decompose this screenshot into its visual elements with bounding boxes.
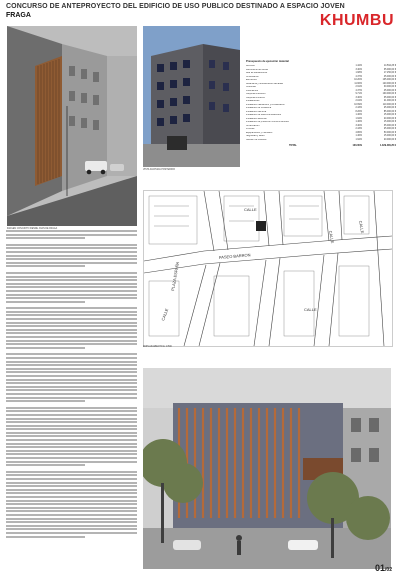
budget-row-pct: 3.40% <box>355 68 362 71</box>
body-text-column <box>6 230 137 565</box>
text-line <box>6 340 137 342</box>
text-line <box>6 276 137 278</box>
text-line <box>6 314 137 316</box>
page-title: CONCURSO DE ANTEPROYECTO DEL EDIFICIO DE USO PUBLICO DESTINADO A ESPACIO JOVEN <box>6 3 345 10</box>
budget-row-name: Instalaciones <box>246 100 260 102</box>
budget-row-value: 25.000,00 € <box>383 128 396 130</box>
text-line <box>6 500 137 502</box>
street-label-2: CALLE <box>328 230 336 244</box>
budget-table <box>246 60 396 147</box>
facade-photo-drawing <box>143 26 240 167</box>
facade-photo-caption: VISTA FACHADA POSTERIOR <box>143 169 175 171</box>
text-line <box>6 485 137 487</box>
text-line <box>6 521 137 523</box>
street-label-3: CALLE <box>358 220 366 234</box>
text-line <box>6 428 137 430</box>
building-render-drawing <box>143 368 391 569</box>
budget-row-name: Equipamiento y mobiliario <box>246 131 273 134</box>
text-line <box>6 471 137 473</box>
budget-row-pct: 3.40% <box>355 124 362 127</box>
text-line <box>6 421 137 423</box>
text-line <box>6 307 137 309</box>
budget-row-pct: 11.66% <box>354 82 362 85</box>
text-line <box>6 322 137 324</box>
text-line <box>6 443 137 445</box>
budget-row-pct: 3.40% <box>355 96 362 99</box>
text-line <box>6 386 137 388</box>
map-caption: EMPLAZAMIENTO E: 1/500 <box>143 346 172 348</box>
budget-row-pct: 1.68% <box>355 72 362 74</box>
text-line <box>6 283 137 285</box>
text-line <box>6 482 137 484</box>
text-line <box>6 439 137 441</box>
text-line <box>6 407 137 409</box>
text-line <box>6 255 137 257</box>
text-line <box>6 311 137 313</box>
text-line <box>6 489 137 491</box>
budget-row-name: Red de saneamiento <box>246 72 268 74</box>
text-line <box>6 393 137 395</box>
text-line <box>6 446 137 448</box>
street-label-5: CALLE <box>244 207 257 212</box>
budget-row-name: Cubiertas <box>246 86 256 88</box>
street-label-plaza: PLAZA ESPAÑA <box>170 261 181 292</box>
street-label-4: CALLE <box>304 307 317 312</box>
budget-row-pct: 1.42% <box>355 65 362 67</box>
text-line <box>6 265 85 267</box>
text-line <box>6 343 137 345</box>
budget-row-pct: 2.43% <box>355 128 362 130</box>
text-line <box>6 474 137 476</box>
text-line <box>6 379 137 381</box>
text-line <box>6 496 137 498</box>
budget-row-pct: 8.26% <box>355 110 362 113</box>
budget-row-pct: 1.94% <box>355 117 362 120</box>
budget-row-value: 25.000,00 € <box>383 107 396 109</box>
text-line <box>6 432 137 434</box>
text-line <box>6 332 137 334</box>
text-line <box>6 234 137 236</box>
text-line <box>6 353 137 355</box>
budget-row-pct: 2.43% <box>355 107 362 109</box>
budget-row-value: 120.000,00 € <box>382 82 396 85</box>
budget-total-value: 1.029.406,25 € <box>380 144 396 147</box>
text-line <box>6 478 137 480</box>
text-line <box>6 532 137 534</box>
budget-row-name: Instalación de fontanería <box>246 107 272 109</box>
budget-row-value: 35.000,00 € <box>383 124 396 127</box>
page-subtitle: FRAGA <box>6 12 31 19</box>
text-line <box>6 514 137 516</box>
facade-photo <box>143 26 240 167</box>
text-line <box>6 244 137 246</box>
budget-row <box>246 139 396 143</box>
text-line <box>6 251 137 253</box>
text-line <box>6 258 137 260</box>
text-line <box>6 237 85 239</box>
budget-row-pct: 4.37% <box>355 89 362 92</box>
budget-total-pct: 100.00% <box>352 144 362 147</box>
budget-total-row <box>246 144 396 147</box>
budget-row-name: Estructura <box>246 79 257 81</box>
text-line <box>6 297 137 299</box>
street-photo-caption: IMAGEN CONJUNTO DESDE JOAN DE FRAGA <box>7 228 58 230</box>
text-line <box>6 492 137 494</box>
budget-row-value: 45.000,00 € <box>383 75 396 78</box>
budget-row-name: Instalación calefacción y climatización <box>246 103 285 106</box>
text-line <box>6 503 137 505</box>
text-line <box>6 410 137 412</box>
budget-rows <box>246 65 396 142</box>
budget-row-pct: 2.91% <box>355 86 362 88</box>
budget-row-value: 20.000,00 € <box>383 138 396 141</box>
text-line <box>6 510 137 512</box>
text-line <box>6 361 137 363</box>
text-line <box>6 435 137 437</box>
text-line <box>6 453 137 455</box>
site-plan-map <box>143 190 393 347</box>
text-line <box>6 518 137 520</box>
text-line <box>6 418 137 420</box>
budget-row-name: Movimiento de tierras <box>246 68 268 71</box>
budget-row-pct: 9.71% <box>355 93 362 95</box>
text-line <box>6 525 137 527</box>
budget-total-label: TOTAL <box>289 144 297 147</box>
street-label-main: PASEO BARRON <box>218 252 251 260</box>
budget-title: Presupuesto de ejecución material <box>246 60 289 63</box>
budget-row-name: Instalación eléctrica <box>246 110 267 113</box>
text-line <box>6 290 137 292</box>
budget-row-value: 105.000,00 € <box>382 79 396 81</box>
text-line <box>6 536 85 538</box>
page-number-total: /02 <box>385 567 392 573</box>
budget-row-value: 15.000,00 € <box>383 114 396 116</box>
budget-row-pct: 1.46% <box>355 114 362 116</box>
text-line <box>6 414 137 416</box>
text-line <box>6 357 137 359</box>
budget-row-pct: 4.37% <box>355 75 362 78</box>
budget-row-value: 21.000,00 € <box>383 100 396 102</box>
budget-row-name: Pavimentos <box>246 89 259 92</box>
budget-row-value: 14.594,25 € <box>383 65 396 67</box>
budget-row-name: Carpintería exterior <box>246 93 266 95</box>
budget-row-pct: 1.94% <box>355 138 362 141</box>
budget-row-name: Instalación de protección contra incendios <box>246 121 289 123</box>
brand-logo: KHUMBU <box>319 12 394 29</box>
budget-row-value: 85.000,00 € <box>383 110 396 113</box>
budget-row-pct: 10.20% <box>354 79 362 81</box>
building-render <box>143 368 391 569</box>
text-line <box>6 336 137 338</box>
text-line <box>6 528 137 530</box>
text-line <box>6 425 137 427</box>
street-photo-drawing <box>7 26 137 226</box>
site-plan-drawing <box>144 191 392 346</box>
text-line <box>6 457 137 459</box>
text-line <box>6 507 137 509</box>
budget-row-value: 30.000,00 € <box>383 86 396 88</box>
text-line <box>6 286 137 288</box>
street-label-1: CALLE <box>160 307 170 322</box>
text-line <box>6 318 137 320</box>
budget-row-name: Derribos <box>246 65 255 67</box>
text-line <box>6 262 137 264</box>
text-line <box>6 375 137 377</box>
text-line <box>6 364 137 366</box>
text-line <box>6 461 137 463</box>
budget-row-pct: 1.46% <box>355 135 362 137</box>
budget-row-name: Seguridad y salud <box>246 135 265 137</box>
text-line <box>6 400 85 402</box>
budget-row-name: Cimentación <box>246 75 259 78</box>
text-line <box>6 230 137 232</box>
budget-row-name: Instalación ascensor <box>246 117 267 120</box>
text-line <box>6 382 137 384</box>
text-line <box>6 389 137 391</box>
budget-row-value: 50.000,00 € <box>383 131 396 134</box>
budget-row-value: 45.000,00 € <box>383 89 396 92</box>
text-line <box>6 450 137 452</box>
text-line <box>6 301 85 303</box>
text-line <box>6 279 137 281</box>
text-line <box>6 347 85 349</box>
budget-row-name: Carpintería interior <box>246 96 266 99</box>
text-line <box>6 397 137 399</box>
budget-row-name: Gestión de residuos <box>246 138 267 141</box>
budget-row-pct: 10.69% <box>354 103 362 106</box>
budget-row-value: 20.000,00 € <box>383 117 396 120</box>
text-line <box>6 247 137 249</box>
text-line <box>6 294 137 296</box>
budget-row-name: Urbanización <box>246 124 260 127</box>
page-number <box>375 563 392 573</box>
budget-row-name: Pinturas <box>246 128 255 130</box>
budget-row-pct: 4.86% <box>355 131 362 134</box>
budget-row-value: 17.250,00 € <box>383 72 396 74</box>
text-line <box>6 272 137 274</box>
budget-row-name: Albañilería y revestimiento fachadas <box>246 82 283 85</box>
text-line <box>6 329 137 331</box>
budget-row-value: 15.000,00 € <box>383 121 396 123</box>
budget-row-value: 35.000,00 € <box>383 96 396 99</box>
text-line <box>6 368 137 370</box>
page-number-current: 01 <box>375 563 386 573</box>
budget-row-pct: 2.04% <box>355 100 362 102</box>
street-photo <box>7 26 137 226</box>
budget-row-value: 15.000,00 € <box>383 135 396 137</box>
budget-row-value: 35.000,00 € <box>383 68 396 71</box>
text-line <box>6 371 137 373</box>
budget-row-value: 100.000,00 € <box>382 93 396 95</box>
budget-row-pct: 1.46% <box>355 121 362 123</box>
text-line <box>6 325 137 327</box>
budget-row-value: 110.000,00 € <box>382 103 396 106</box>
budget-row-name: Instalación de telecomunicaciones <box>246 114 281 116</box>
text-line <box>6 464 85 466</box>
